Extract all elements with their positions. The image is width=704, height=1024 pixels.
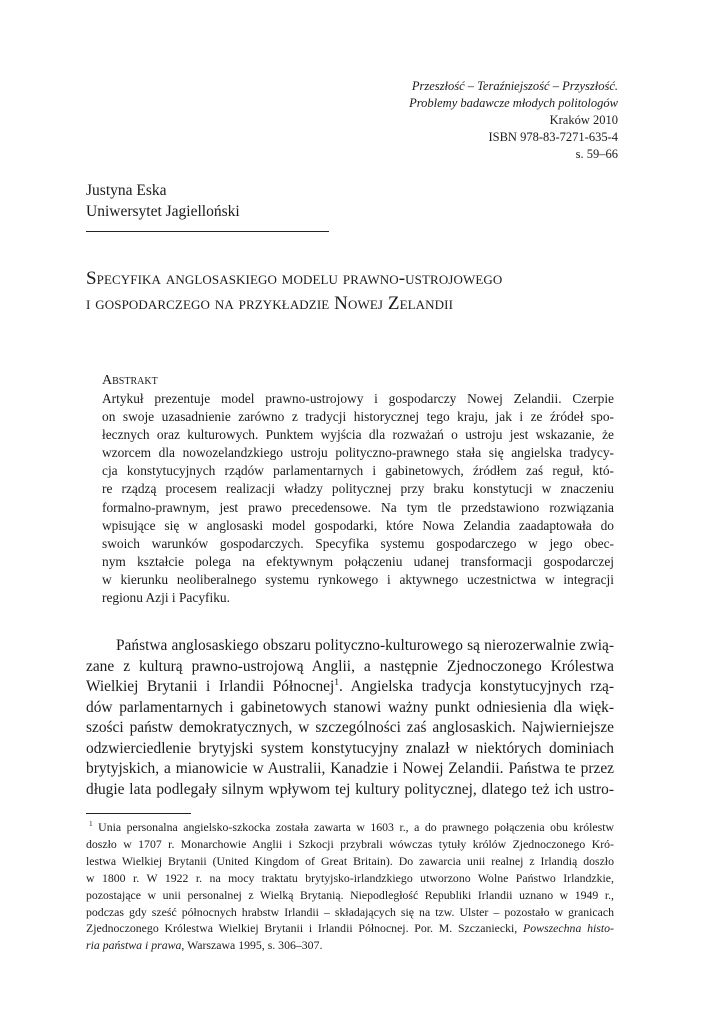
abstract-line: re rządzą procesem realizacji władzy politycznej przy braku konstytucji w znaczeniu xyxy=(102,481,614,497)
footnote-line: podczas gdy sześć północnych hrabstw Irlandii – składających się na tzw. Ulster – pozostało w granicach xyxy=(86,904,614,919)
series-title-line1: Przeszłość – Teraźniejszość – Przyszłość. xyxy=(411,79,618,93)
author-name: Justyna Eska xyxy=(86,182,167,199)
isbn: ISBN 978-83-7271-635-4 xyxy=(488,130,618,144)
footnote-line-text: , Warszawa 1995, s. 306–307. xyxy=(181,938,323,953)
abstract-line: formalno-prawnym, jest prawo precedensowe. Na tym tle przedstawiono rozwiązania xyxy=(102,499,614,515)
footnote-number: 1 xyxy=(89,819,93,829)
cited-work-title: ria państwa i prawa xyxy=(86,938,182,953)
abstract-line: nym kształcie polega na efektywnym połączeniu udanej transformacji gospodarczej xyxy=(102,553,614,569)
series-title-line2: Problemy badawcze młodych politologów xyxy=(409,96,618,110)
title-line-1: Specyfika anglosaskiego modelu prawno-ustrojowego xyxy=(86,268,503,289)
footnote-line: lestwa Wielkiej Brytanii (United Kingdom of Great Britain). Do zawarcia unii realnej z Irlandią doszło xyxy=(86,853,614,868)
footnote-line xyxy=(86,937,614,954)
body-line-text: Wielkiej Brytanii i Irlandii Północnej xyxy=(86,678,335,695)
abstract-line: w kierunku neoliberalnego systemu rynkowego i aktywnego uczestnictwa w integracji xyxy=(102,571,614,587)
abstract-line: wzorcem dla nowozelandzkiego ustroju polityczno-prawnego stała się angielska tradycy- xyxy=(102,445,614,461)
footnote-line-text: Unia personalna angielsko-szkocka została zawarta w 1603 r., a do prawnego połączenia obu królestw xyxy=(98,820,614,834)
footnote-line-text: Zjednoczonego Królestwa Wielkiej Brytanii i Irlandii Północnej. Por. M. Szczaniecki, xyxy=(86,921,524,936)
body-line: dów parlamentarnych i gabinetowych stanowi ważny punkt odniesienia dla więk- xyxy=(86,698,614,716)
cited-work-title: Powszechna histo- xyxy=(523,921,614,936)
abstract-line: łecznych oraz kulturowych. Punktem wyjścia dla rozważań o ustroju jest wskazanie, że xyxy=(102,427,614,443)
body-line: brytyjskich, a mianowicie w Australii, Kanadzie i Nowej Zelandii. Państwa te przez xyxy=(86,760,614,777)
body-line xyxy=(86,677,614,698)
author-block xyxy=(86,180,240,222)
abstract-line: regionu Azji i Pacyfiku. xyxy=(102,590,230,606)
footnote-line xyxy=(86,920,614,937)
body-line: zane z kulturą prawno-ustrojową Anglii, a następnie Zjednoczonego Królestwa xyxy=(86,657,614,675)
abstract-line: Artykuł prezentuje model prawno-ustrojowy i gospodarczy Nowej Zelandii. Czerpie xyxy=(102,391,614,406)
footnote-reference[interactable]: 1 xyxy=(334,676,340,688)
abstract xyxy=(102,372,614,607)
footnote-line: pozostające w unii personalnej z Wielką Brytanią. Niepodległość Republiki Irlandii uznano w 1949 r., xyxy=(86,887,614,902)
article-title xyxy=(86,266,626,316)
footnote xyxy=(86,819,614,954)
abstract-line: cja konstytucyjnych rządów parlamentarnych i gabinetowych, źródłem zaś reguł, któ- xyxy=(102,463,614,479)
body-line: Państwa anglosaskiego obszaru polityczno-kulturowego są nierozerwalnie zwią- xyxy=(116,637,614,654)
footnote-divider xyxy=(86,813,191,814)
author-affiliation: Uniwersytet Jagielloński xyxy=(86,203,240,220)
abstract-line: wpisujące się w anglosaski model gospodarki, które Nowa Zelandia zaadaptowała do xyxy=(102,517,614,533)
body-line: długie lata podlegały silnym wpływom tej kultury politycznej, dlatego też ich ustro- xyxy=(86,780,614,798)
body-line-text: . Angielska tradycja konstytucyjnych rzą- xyxy=(339,678,614,695)
footnote-line xyxy=(86,819,614,836)
body-line: odzwierciedlenie brytyjski system konstytucyjny znalazł w niektórych dominiach xyxy=(86,739,614,757)
page-range: s. 59–66 xyxy=(575,147,618,161)
title-line-2: i gospodarczego na przykładzie Nowej Zelandii xyxy=(86,293,453,314)
author-divider xyxy=(86,231,329,232)
abstract-line: swoich warunków gospodarczych. Specyfika systemu gospodarczego w jego obec- xyxy=(102,535,614,551)
abstract-line: on swoje uzasadnienie zarówno z tradycji historycznej tego kraju, jak i ze źródeł spo- xyxy=(102,409,614,425)
publication-place-year: Kraków 2010 xyxy=(549,113,618,127)
abstract-heading: Abstrakt xyxy=(102,373,158,388)
body-text xyxy=(86,636,614,800)
footnote-line: w 1800 r. W 1922 r. na mocy traktatu brytyjsko-irlandzkiego utworzono Wolne Państwo Irlandzkie, xyxy=(86,870,614,885)
body-line: szości państw demokratycznych, w szczególności zaś anglosaskich. Najwierniejsze xyxy=(86,719,614,736)
footnote-line: doszło w 1707 r. Monarchowie Anglii i Szkocji przybrali wówczas tytuły królów Zjednoczonego Kró- xyxy=(86,836,614,851)
abstract-body xyxy=(102,390,614,607)
publication-info xyxy=(409,78,618,163)
